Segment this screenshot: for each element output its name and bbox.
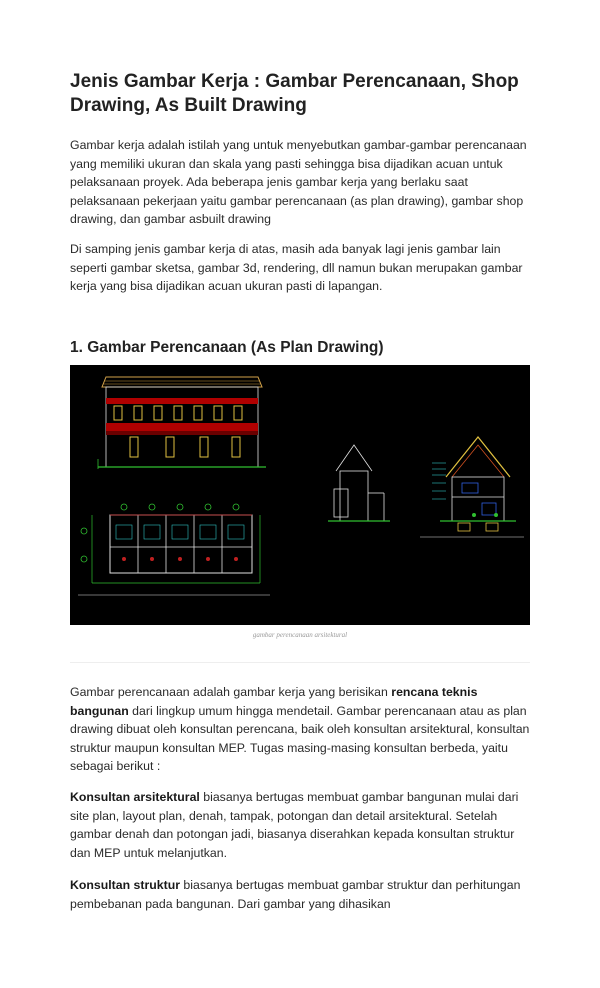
bold-term-konsultan-struktur: Konsultan struktur xyxy=(70,878,180,892)
figure-caption: gambar perencanaan arsitektural xyxy=(252,631,348,639)
paragraph-konsultan-struktur xyxy=(70,876,532,913)
section-divider xyxy=(70,662,530,663)
intro-paragraph-1: Gambar kerja adalah istilah yang untuk menyebutkan gambar-gambar perencanaan yang memiliki ukuran dan skala yang pasti sehingga bisa dijadikan acuan untuk pelaksanaan proyek. Ada beberapa jenis gambar kerja yang berlaku saat pelaksanaan pekerjaan yaitu gambar perencanaan (as plan drawing), gambar shop drawing, dan gambar asbuilt drawing xyxy=(70,138,527,227)
bold-term-konsultan-arsitektural: Konsultan arsitektural xyxy=(70,790,200,804)
bold-term-rencana-teknis: rencana teknis bangunan xyxy=(70,685,478,718)
architectural-drawing-figure xyxy=(70,365,530,625)
cad-drawing-image xyxy=(70,365,530,625)
paragraph-text: dari lingkup umum hingga mendetail. Gambar perencanaan atau as plan drawing dibuat oleh konsultan perencana, baik oleh konsultan arsitektural, konsultan struktur maupun konsultan MEP. Tugas masing-masing konsultan berbeda, yaitu sebagai berikut : xyxy=(70,703,530,774)
paragraph-gambar-perencanaan xyxy=(70,683,532,776)
paragraph-text: biasanya bertugas membuat gambar struktur dan perhitungan pembebanan pada bangunan. Dari gambar yang dihasikan xyxy=(70,878,521,911)
section-heading-1: 1. Gambar Perencanaan (As Plan Drawing) xyxy=(70,339,384,356)
intro-paragraph-2: Di samping jenis gambar kerja di atas, masih ada banyak lagi jenis gambar lain seperti gambar sketsa, gambar 3d, rendering, dll namun bukan merupakan gambar kerja yang bisa dijadikan acuan ukuran pasti di lapangan. xyxy=(70,242,523,294)
paragraph-konsultan-arsitektural xyxy=(70,788,532,862)
paragraph-text: biasanya bertugas membuat gambar bangunan mulai dari site plan, layout plan, denah, tampak, potongan dan detail arsitektural. Setelah gambar denah dan potongan jadi, biasanya diserahkan kepada konsultan struktur dan MEP untuk melanjutkan. xyxy=(70,790,519,860)
paragraph-text: Gambar perencanaan adalah gambar kerja yang berisikan xyxy=(70,685,392,699)
article-title: Jenis Gambar Kerja : Gambar Perencanaan, Shop Drawing, As Built Drawing xyxy=(70,71,519,116)
